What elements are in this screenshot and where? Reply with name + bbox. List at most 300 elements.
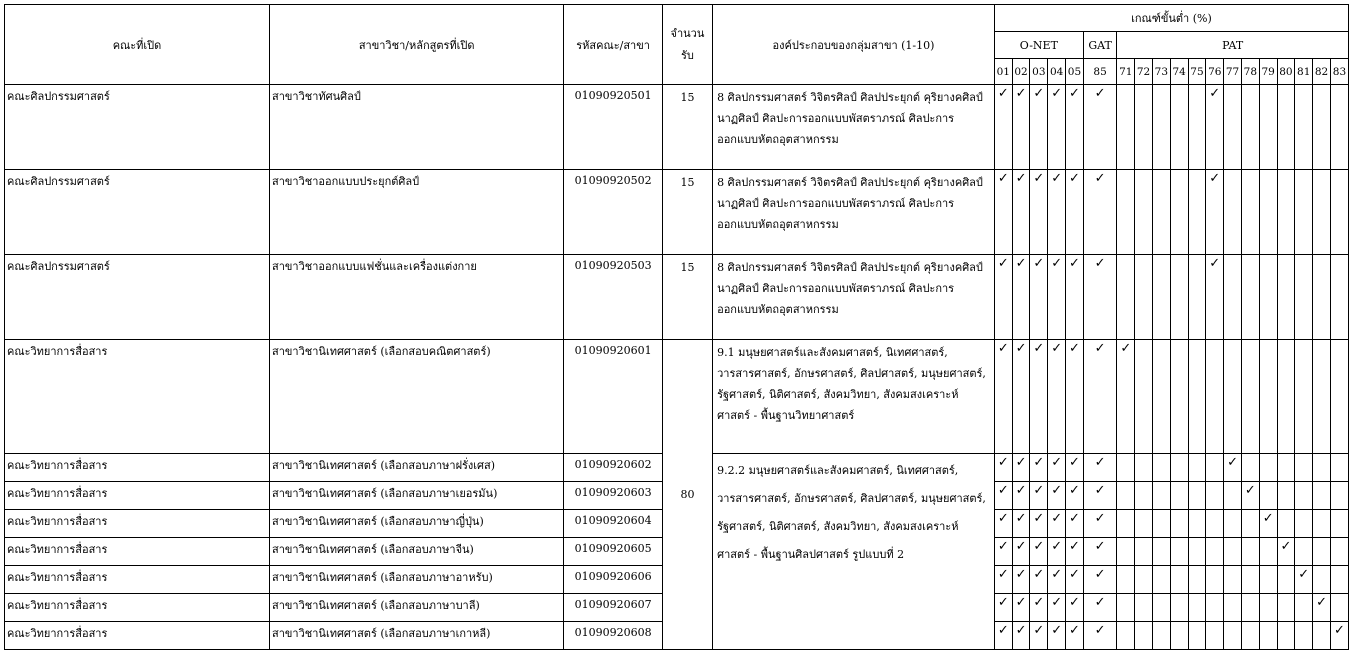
check-cell-71	[1117, 255, 1135, 340]
check-cell-83	[1330, 510, 1348, 538]
check-cell-81	[1295, 454, 1313, 482]
check-mark-icon: ✓	[1033, 341, 1045, 356]
header-seats	[662, 5, 712, 85]
check-cell-75	[1188, 482, 1206, 510]
check-mark-icon: ✓	[1015, 171, 1027, 186]
check-mark-icon: ✓	[1094, 623, 1106, 638]
table-row	[5, 85, 1349, 170]
check-cell-02	[1012, 566, 1030, 594]
header-group: องค์ประกอบของกลุ่มสาขา (1-10)	[713, 5, 995, 85]
header-sub-75: 75	[1188, 59, 1206, 85]
check-cell-81	[1295, 255, 1313, 340]
check-cell-05	[1066, 510, 1084, 538]
check-cell-76	[1206, 340, 1224, 454]
check-cell-81	[1295, 482, 1313, 510]
header-sub-78: 78	[1241, 59, 1259, 85]
check-cell-74	[1170, 622, 1188, 650]
group-cell: 9.2.2 มนุษยศาสตร์และสังคมศาสตร์, นิเทศศาสตร์, วารสารศาสตร์, อักษรศาสตร์, ศิลปศาสตร์, มนุษยศาสตร์, รัฐศาสตร์, นิติศาสตร์, สังคมวิทยา, สังคมสงเคราะห์ศาสตร์ - พื้นฐานศิลปศาสตร์ รูปแบบที่ 2	[713, 454, 995, 650]
check-mark-icon: ✓	[1094, 86, 1106, 101]
check-cell-79	[1259, 622, 1277, 650]
check-cell-03	[1030, 340, 1048, 454]
check-cell-76	[1206, 622, 1224, 650]
check-cell-71	[1117, 340, 1135, 454]
check-cell-03	[1030, 170, 1048, 255]
check-cell-80	[1277, 510, 1295, 538]
check-cell-01	[994, 622, 1012, 650]
check-cell-82	[1313, 566, 1331, 594]
check-mark-icon: ✓	[1280, 539, 1292, 554]
check-cell-79	[1259, 85, 1277, 170]
seats-cell: 15	[662, 85, 712, 170]
check-mark-icon: ✓	[1069, 623, 1080, 638]
check-mark-icon: ✓	[1069, 539, 1080, 554]
header-faculty: คณะที่เปิด	[5, 5, 270, 85]
check-cell-73	[1152, 454, 1170, 482]
header-sub-82: 82	[1313, 59, 1331, 85]
check-cell-03	[1030, 255, 1048, 340]
check-cell-80	[1277, 482, 1295, 510]
header-sub-81: 81	[1295, 59, 1313, 85]
check-mark-icon: ✓	[1033, 539, 1045, 554]
header-sub-03: 03	[1030, 59, 1048, 85]
group-cell: 8 ศิลปกรรมศาสตร์ วิจิตรศิลป์ ศิลปประยุกต์ คุริยางคศิลป์ นาฏศิลป์ ศิลปะการออกแบบพัสตราภรณ์ ศิลปะการออกแบบหัตถอุตสาหกรรม	[713, 255, 995, 340]
check-cell-75	[1188, 622, 1206, 650]
check-cell-73	[1152, 594, 1170, 622]
check-cell-83	[1330, 594, 1348, 622]
program-cell: สาขาวิชานิเทศศาสตร์ (เลือกสอบภาษาญี่ปุ่น)	[270, 510, 564, 538]
check-cell-03	[1030, 510, 1048, 538]
check-cell-77	[1224, 538, 1242, 566]
check-cell-03	[1030, 85, 1048, 170]
check-cell-04	[1048, 482, 1066, 510]
check-cell-78	[1241, 255, 1259, 340]
check-cell-85	[1083, 482, 1117, 510]
check-cell-01	[994, 566, 1012, 594]
check-mark-icon: ✓	[1069, 256, 1080, 271]
check-cell-01	[994, 454, 1012, 482]
code-cell: 01090920608	[564, 622, 662, 650]
faculty-cell: คณะวิทยาการสื่อสาร	[5, 594, 270, 622]
check-cell-85	[1083, 594, 1117, 622]
check-cell-85	[1083, 340, 1117, 454]
check-cell-73	[1152, 510, 1170, 538]
check-cell-75	[1188, 594, 1206, 622]
check-cell-73	[1152, 538, 1170, 566]
check-cell-73	[1152, 85, 1170, 170]
check-cell-85	[1083, 538, 1117, 566]
admission-table	[4, 4, 1349, 650]
check-mark-icon: ✓	[1051, 86, 1063, 101]
check-cell-72	[1135, 594, 1153, 622]
check-cell-02	[1012, 622, 1030, 650]
check-cell-78	[1241, 340, 1259, 454]
check-mark-icon: ✓	[1033, 511, 1045, 526]
check-cell-85	[1083, 85, 1117, 170]
program-cell: สาขาวิชานิเทศศาสตร์ (เลือกสอบภาษาเยอรมัน)	[270, 482, 564, 510]
header-sub-01: 01	[994, 59, 1012, 85]
header-sub-04: 04	[1048, 59, 1066, 85]
check-cell-04	[1048, 255, 1066, 340]
check-mark-icon: ✓	[1094, 539, 1106, 554]
check-mark-icon: ✓	[1069, 455, 1080, 470]
check-cell-79	[1259, 170, 1277, 255]
check-cell-72	[1135, 85, 1153, 170]
check-cell-75	[1188, 255, 1206, 340]
check-cell-83	[1330, 454, 1348, 482]
check-cell-81	[1295, 340, 1313, 454]
seats-cell: 15	[662, 170, 712, 255]
program-cell: สาขาวิชานิเทศศาสตร์ (เลือกสอบคณิตศาสตร์)	[270, 340, 564, 454]
check-cell-80	[1277, 85, 1295, 170]
check-mark-icon: ✓	[1094, 483, 1106, 498]
table-row	[5, 255, 1349, 340]
check-cell-82	[1313, 85, 1331, 170]
check-cell-82	[1313, 594, 1331, 622]
check-cell-82	[1313, 538, 1331, 566]
check-mark-icon: ✓	[1069, 567, 1080, 582]
check-mark-icon: ✓	[1262, 511, 1274, 526]
check-cell-71	[1117, 566, 1135, 594]
header-sub-80: 80	[1277, 59, 1295, 85]
seats-cell: 80	[662, 340, 712, 650]
check-cell-81	[1295, 538, 1313, 566]
check-cell-72	[1135, 622, 1153, 650]
faculty-cell: คณะศิลปกรรมศาสตร์	[5, 255, 270, 340]
group-cell: 8 ศิลปกรรมศาสตร์ วิจิตรศิลป์ ศิลปประยุกต์ คุริยางคศิลป์ นาฏศิลป์ ศิลปะการออกแบบพัสตราภรณ์ ศิลปะการออกแบบหัตถอุตสาหกรรม	[713, 85, 995, 170]
check-cell-02	[1012, 454, 1030, 482]
check-cell-04	[1048, 622, 1066, 650]
seats-cell: 15	[662, 255, 712, 340]
check-cell-82	[1313, 482, 1331, 510]
check-mark-icon: ✓	[1033, 623, 1045, 638]
check-mark-icon: ✓	[1094, 567, 1106, 582]
check-cell-74	[1170, 566, 1188, 594]
header-seats-text: จำนวน รับ	[670, 26, 705, 62]
check-cell-83	[1330, 538, 1348, 566]
check-cell-83	[1330, 255, 1348, 340]
check-cell-81	[1295, 170, 1313, 255]
check-cell-77	[1224, 454, 1242, 482]
header-sub-71: 71	[1117, 59, 1135, 85]
table-row	[5, 340, 1349, 454]
check-cell-05	[1066, 170, 1084, 255]
check-mark-icon: ✓	[1334, 623, 1345, 638]
code-cell: 01090920606	[564, 566, 662, 594]
check-cell-76	[1206, 454, 1224, 482]
check-cell-72	[1135, 482, 1153, 510]
check-cell-77	[1224, 482, 1242, 510]
check-mark-icon: ✓	[1015, 483, 1027, 498]
check-cell-72	[1135, 340, 1153, 454]
check-cell-76	[1206, 170, 1224, 255]
check-cell-02	[1012, 594, 1030, 622]
check-mark-icon: ✓	[1033, 595, 1045, 610]
check-cell-79	[1259, 255, 1277, 340]
check-cell-79	[1259, 454, 1277, 482]
check-cell-01	[994, 538, 1012, 566]
check-cell-04	[1048, 594, 1066, 622]
header-sub-77: 77	[1224, 59, 1242, 85]
check-cell-03	[1030, 566, 1048, 594]
check-cell-71	[1117, 454, 1135, 482]
check-cell-05	[1066, 255, 1084, 340]
code-cell: 01090920502	[564, 170, 662, 255]
check-cell-01	[994, 85, 1012, 170]
check-cell-72	[1135, 566, 1153, 594]
faculty-cell: คณะวิทยาการสื่อสาร	[5, 340, 270, 454]
check-cell-74	[1170, 85, 1188, 170]
check-cell-76	[1206, 85, 1224, 170]
check-cell-76	[1206, 594, 1224, 622]
header-sub-76: 76	[1206, 59, 1224, 85]
check-cell-82	[1313, 622, 1331, 650]
check-cell-78	[1241, 594, 1259, 622]
check-cell-78	[1241, 510, 1259, 538]
check-mark-icon: ✓	[1244, 483, 1256, 498]
check-cell-73	[1152, 482, 1170, 510]
check-cell-80	[1277, 255, 1295, 340]
check-cell-02	[1012, 340, 1030, 454]
header-gat: GAT	[1083, 32, 1117, 59]
check-cell-72	[1135, 454, 1153, 482]
check-cell-02	[1012, 170, 1030, 255]
code-cell: 01090920503	[564, 255, 662, 340]
check-cell-03	[1030, 622, 1048, 650]
program-cell: สาขาวิชานิเทศศาสตร์ (เลือกสอบภาษาบาลี)	[270, 594, 564, 622]
faculty-cell: คณะวิทยาการสื่อสาร	[5, 566, 270, 594]
check-cell-71	[1117, 594, 1135, 622]
check-cell-04	[1048, 454, 1066, 482]
header-sub-72: 72	[1135, 59, 1153, 85]
faculty-cell: คณะวิทยาการสื่อสาร	[5, 510, 270, 538]
check-mark-icon: ✓	[1094, 341, 1106, 356]
check-cell-78	[1241, 454, 1259, 482]
check-mark-icon: ✓	[1209, 171, 1221, 186]
check-cell-71	[1117, 510, 1135, 538]
group-cell: 9.1 มนุษยศาสตร์และสังคมศาสตร์, นิเทศศาสตร์, วารสารศาสตร์, อักษรศาสตร์, ศิลปศาสตร์, มนุษยศาสตร์, รัฐศาสตร์, นิติศาสตร์, สังคมวิทยา, สังคมสงเคราะห์ศาสตร์ - พื้นฐานวิทยาศาสตร์	[713, 340, 995, 454]
check-mark-icon: ✓	[1015, 455, 1027, 470]
check-cell-74	[1170, 170, 1188, 255]
check-cell-80	[1277, 566, 1295, 594]
check-cell-83	[1330, 482, 1348, 510]
check-cell-03	[1030, 594, 1048, 622]
check-cell-71	[1117, 538, 1135, 566]
check-cell-85	[1083, 510, 1117, 538]
check-cell-76	[1206, 482, 1224, 510]
check-cell-78	[1241, 538, 1259, 566]
faculty-cell: คณะวิทยาการสื่อสาร	[5, 622, 270, 650]
check-mark-icon: ✓	[997, 455, 1009, 470]
header-onet: O-NET	[994, 32, 1083, 59]
check-cell-83	[1330, 85, 1348, 170]
check-mark-icon: ✓	[1298, 567, 1310, 582]
program-cell: สาขาวิชานิเทศศาสตร์ (เลือกสอบภาษาฝรั่งเศส)	[270, 454, 564, 482]
check-cell-73	[1152, 622, 1170, 650]
code-cell: 01090920604	[564, 510, 662, 538]
check-cell-75	[1188, 538, 1206, 566]
check-mark-icon: ✓	[1015, 595, 1027, 610]
check-cell-83	[1330, 170, 1348, 255]
check-cell-76	[1206, 255, 1224, 340]
check-cell-02	[1012, 538, 1030, 566]
header-sub-85: 85	[1083, 59, 1117, 85]
check-cell-77	[1224, 255, 1242, 340]
check-cell-02	[1012, 85, 1030, 170]
check-cell-04	[1048, 510, 1066, 538]
header-sub-79: 79	[1259, 59, 1277, 85]
check-mark-icon: ✓	[1015, 256, 1027, 271]
check-mark-icon: ✓	[1033, 86, 1045, 101]
faculty-cell: คณะศิลปกรรมศาสตร์	[5, 170, 270, 255]
check-cell-78	[1241, 170, 1259, 255]
check-cell-05	[1066, 340, 1084, 454]
check-cell-85	[1083, 622, 1117, 650]
check-cell-03	[1030, 538, 1048, 566]
check-mark-icon: ✓	[1033, 256, 1045, 271]
check-cell-79	[1259, 566, 1277, 594]
check-cell-05	[1066, 85, 1084, 170]
table-row	[5, 170, 1349, 255]
check-cell-72	[1135, 538, 1153, 566]
check-cell-74	[1170, 482, 1188, 510]
check-cell-73	[1152, 255, 1170, 340]
check-cell-79	[1259, 510, 1277, 538]
check-mark-icon: ✓	[997, 86, 1009, 101]
check-cell-75	[1188, 510, 1206, 538]
check-mark-icon: ✓	[1209, 86, 1221, 101]
check-mark-icon: ✓	[1094, 455, 1106, 470]
check-mark-icon: ✓	[1051, 256, 1063, 271]
check-cell-85	[1083, 454, 1117, 482]
check-mark-icon: ✓	[1227, 455, 1238, 470]
program-cell: สาขาวิชานิเทศศาสตร์ (เลือกสอบภาษาอาหรับ)	[270, 566, 564, 594]
check-cell-76	[1206, 538, 1224, 566]
group-cell: 8 ศิลปกรรมศาสตร์ วิจิตรศิลป์ ศิลปประยุกต์ คุริยางคศิลป์ นาฏศิลป์ ศิลปะการออกแบบพัสตราภรณ์ ศิลปะการออกแบบหัตถอุตสาหกรรม	[713, 170, 995, 255]
check-cell-71	[1117, 170, 1135, 255]
check-mark-icon: ✓	[1015, 511, 1027, 526]
check-cell-05	[1066, 566, 1084, 594]
check-cell-01	[994, 482, 1012, 510]
program-cell: สาขาวิชานิเทศศาสตร์ (เลือกสอบภาษาเกาหลี)	[270, 622, 564, 650]
check-cell-82	[1313, 170, 1331, 255]
check-mark-icon: ✓	[1051, 171, 1063, 186]
code-cell: 01090920603	[564, 482, 662, 510]
check-mark-icon: ✓	[1051, 511, 1063, 526]
check-mark-icon: ✓	[1094, 171, 1106, 186]
check-cell-83	[1330, 622, 1348, 650]
check-cell-04	[1048, 566, 1066, 594]
check-cell-79	[1259, 482, 1277, 510]
check-cell-75	[1188, 454, 1206, 482]
program-cell: สาขาวิชานิเทศศาสตร์ (เลือกสอบภาษาจีน)	[270, 538, 564, 566]
check-cell-04	[1048, 85, 1066, 170]
check-mark-icon: ✓	[1069, 341, 1080, 356]
check-cell-78	[1241, 566, 1259, 594]
check-cell-75	[1188, 85, 1206, 170]
check-cell-01	[994, 340, 1012, 454]
header-criteria: เกณฑ์ขั้นต่ำ (%)	[994, 5, 1348, 32]
program-cell: สาขาวิชาออกแบบประยุกต์ศิลป์	[270, 170, 564, 255]
check-cell-77	[1224, 340, 1242, 454]
check-cell-85	[1083, 566, 1117, 594]
check-mark-icon: ✓	[997, 171, 1009, 186]
check-cell-01	[994, 594, 1012, 622]
check-cell-79	[1259, 594, 1277, 622]
check-mark-icon: ✓	[1033, 171, 1045, 186]
check-mark-icon: ✓	[997, 341, 1009, 356]
code-cell: 01090920601	[564, 340, 662, 454]
check-mark-icon: ✓	[1015, 86, 1027, 101]
faculty-cell: คณะวิทยาการสื่อสาร	[5, 482, 270, 510]
check-mark-icon: ✓	[997, 539, 1009, 554]
check-cell-04	[1048, 170, 1066, 255]
check-cell-03	[1030, 454, 1048, 482]
header-sub-74: 74	[1170, 59, 1188, 85]
check-cell-80	[1277, 454, 1295, 482]
check-mark-icon: ✓	[1033, 455, 1045, 470]
check-mark-icon: ✓	[1069, 511, 1080, 526]
check-mark-icon: ✓	[1051, 483, 1063, 498]
check-cell-80	[1277, 538, 1295, 566]
check-cell-04	[1048, 538, 1066, 566]
check-cell-77	[1224, 594, 1242, 622]
check-cell-02	[1012, 510, 1030, 538]
program-cell: สาขาวิชาทัศนศิลป์	[270, 85, 564, 170]
check-cell-82	[1313, 510, 1331, 538]
check-mark-icon: ✓	[1033, 483, 1045, 498]
check-cell-71	[1117, 85, 1135, 170]
check-cell-83	[1330, 566, 1348, 594]
header-pat: PAT	[1117, 32, 1349, 59]
check-cell-78	[1241, 622, 1259, 650]
check-cell-74	[1170, 594, 1188, 622]
check-cell-82	[1313, 340, 1331, 454]
check-mark-icon: ✓	[997, 595, 1009, 610]
check-mark-icon: ✓	[1209, 256, 1221, 271]
check-mark-icon: ✓	[1051, 341, 1063, 356]
check-cell-05	[1066, 622, 1084, 650]
check-cell-80	[1277, 622, 1295, 650]
check-mark-icon: ✓	[1015, 623, 1027, 638]
check-cell-75	[1188, 340, 1206, 454]
check-cell-05	[1066, 594, 1084, 622]
check-mark-icon: ✓	[997, 567, 1009, 582]
faculty-cell: คณะศิลปกรรมศาสตร์	[5, 85, 270, 170]
header-program: สาขาวิชา/หลักสูตรที่เปิด	[270, 5, 564, 85]
check-cell-02	[1012, 482, 1030, 510]
check-mark-icon: ✓	[1051, 567, 1063, 582]
check-cell-80	[1277, 340, 1295, 454]
header-code: รหัสคณะ/สาขา	[564, 5, 662, 85]
check-cell-05	[1066, 482, 1084, 510]
check-mark-icon: ✓	[1051, 595, 1063, 610]
code-cell: 01090920501	[564, 85, 662, 170]
code-cell: 01090920602	[564, 454, 662, 482]
check-cell-80	[1277, 170, 1295, 255]
check-cell-75	[1188, 566, 1206, 594]
check-cell-02	[1012, 255, 1030, 340]
check-cell-73	[1152, 566, 1170, 594]
check-cell-74	[1170, 340, 1188, 454]
code-cell: 01090920605	[564, 538, 662, 566]
check-cell-81	[1295, 510, 1313, 538]
check-mark-icon: ✓	[1033, 567, 1045, 582]
check-cell-81	[1295, 622, 1313, 650]
check-mark-icon: ✓	[997, 623, 1009, 638]
check-mark-icon: ✓	[1051, 623, 1063, 638]
check-mark-icon: ✓	[1069, 86, 1080, 101]
check-cell-80	[1277, 594, 1295, 622]
